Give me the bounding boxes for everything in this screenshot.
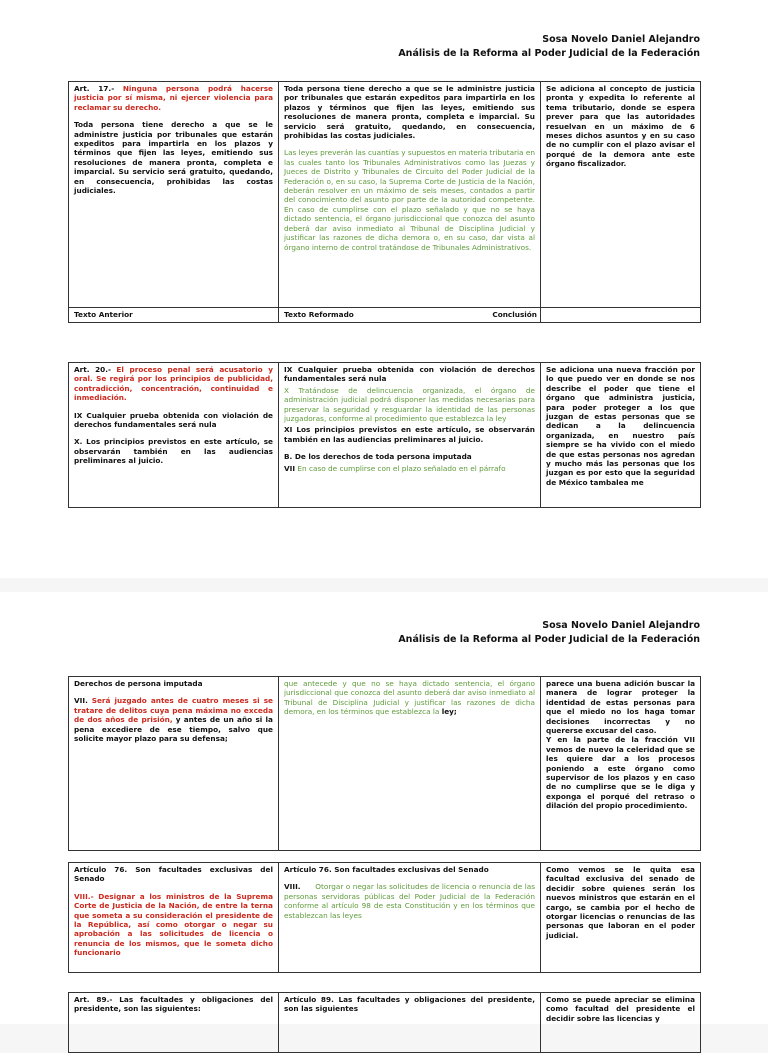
art76-conclusion-cell: Como vemos se le quita esa facultad exclusiva del senado de decidir sobre quienes serán los nuevos ministros que estarán en el cargo, se cambia por el hecho de otorgar licencias o renuncias de las personas que laboran en el poder judicial.	[541, 863, 701, 973]
art17-reformado-green: Las leyes preverán las cuantías y supuestos en materia tributaria en las cuales tanto los Tribunales Administrativos como las Juezas y Jueces de Distrito y Tribunales de Circuito del Poder Judicial de la Federación o, en su caso, la Suprema Corte de Justicia de la Nación, deberán resolver en un máximo de seis meses, contados a partir del conocimiento del asunto por parte de la autoridad competente. En caso de cumplirse con el plazo señalado y que no se haya dictado sentencia, el órgano jurisdiccional que conozca del asunto deberá dar aviso inmediato al Tribunal de Disciplina Judicial y justificar las razones de dicha demora o, en su caso, dar vista al órgano interno de control tratándose de Tribunales Administrativos.	[284, 148, 535, 252]
art17-label: Art. 17.-	[74, 84, 115, 93]
page-header	[398, 33, 700, 61]
art76-anterior-cell	[69, 863, 279, 973]
art20-reformado-vii-num: VII	[284, 463, 296, 473]
art17-anterior-red: Ninguna persona podrá hacerse justicia por sí misma, ni ejercer violencia para reclamar su derecho.	[74, 84, 273, 112]
art20-anterior-ix: IX Cualquier prueba obtenida con violación de derechos fundamentales será nula	[74, 410, 273, 430]
art20-conclusion-cell: Se adiciona una nueva fracción por lo que puedo ver en donde se nos describe el poder que tiene el órgano que administra justicia, para poder proteger a los que juzgan de estas personas que se dedican a la delincuencia organizada, en nuestro país siempre se ha vivido con el miedo de que estas personas nos agredan y mucho más las personas que los juzgan es por esto que la seguridad de México tambalea me	[541, 363, 701, 508]
art17-anterior-cell	[69, 82, 279, 308]
art17-anterior-body: Toda persona tiene derecho a que se le administre justicia por tribunales que estarán expeditos para impartirla en los plazos y términos que fijen las leyes, emitiendo sus resoluciones de manera pronta, completa e imparcial. Su servicio será gratuito, quedando, en consecuencia, prohibidas las costas judiciales.	[74, 120, 273, 196]
author-name: Sosa Novelo Daniel Alejandro	[542, 620, 700, 631]
imputada-reformado-cell	[279, 677, 541, 851]
footer-conclusion: Conclusión	[492, 310, 537, 319]
art20-anterior-cell	[69, 363, 279, 508]
art89-anterior-cell: Art. 89.- Las facultades y obligaciones del presidente, son las siguientes:	[69, 993, 279, 1053]
imputada-conclusion-1: parece una buena adición buscar la manera de lograr proteger la identidad de estas personas para que el miedo no los haga tomar decisiones incorrectas y no quererse excusar del caso.	[546, 679, 695, 736]
page-header	[398, 619, 700, 647]
document-title: Análisis de la Reforma al Poder Judicial de la Federación	[398, 634, 700, 645]
art20-reformado-cell	[279, 363, 541, 508]
footer-anterior: Texto Anterior	[69, 308, 279, 323]
art20-table	[68, 362, 701, 508]
art20-reformado-b: B. De los derechos de toda persona imputada	[284, 452, 472, 462]
imputada-reformado-tail: ley;	[441, 707, 457, 717]
document-title: Análisis de la Reforma al Poder Judicial de la Federación	[398, 48, 700, 59]
document-page-2	[0, 592, 768, 1024]
art20-reformado-xi: XI Los principios previstos en este artículo, se observarán también en las audiencias preliminares al juicio.	[284, 425, 535, 444]
art20-reformado-ix: IX Cualquier prueba obtenida con violación de derechos fundamentales será nula	[284, 365, 535, 384]
imputada-conclusion-2: Y en la parte de la fracción VII vemos de nuevo la celeridad que se les quiere dar a los procesos poniendo a este órgano como supervisor de los plazos y en caso de no cumplirse que se le diga y exponga el porqué del retraso o dilación del propio procedimiento.	[546, 735, 695, 811]
art17-reformado-cell	[279, 82, 541, 308]
art76-reformado-num: VIII.	[284, 882, 301, 892]
footer-reformado-label: Texto Reformado	[284, 310, 354, 319]
footer-reformado	[279, 308, 541, 323]
art76-reformado-title: Artículo 76. Son facultades exclusivas del Senado	[284, 865, 489, 874]
imputada-vii: VII.	[74, 696, 88, 706]
art89-reformado-cell: Artículo 89. Las facultades y obligaciones del presidente, son las siguientes	[279, 993, 541, 1053]
art76-table	[68, 862, 701, 973]
art20-anterior-x: X. Los principios previstos en este artículo, se observarán también en las audiencias preliminares al juicio.	[74, 437, 273, 466]
art17-reformado-body: Toda persona tiene derecho a que se le administre justicia por tribunales que estarán expeditos para impartirla en los plazos y términos que fijen las leyes, emitiendo sus resoluciones de manera pronta, completa e imparcial. Su servicio será gratuito, quedando, en consecuencia, prohibidas las costas judiciales.	[284, 84, 535, 141]
art20-reformado-x: X Tratándose de delincuencia organizada, el órgano de administración judicial podrá disponer las medidas necesarias para preservar la seguridad y resguardar la identidad de las personas juzgadoras, conforme al procedimiento que establezca la ley	[284, 385, 535, 424]
art17-conclusion-cell: Se adiciona al concepto de justicia pronta y expedita lo referente al tema tributario, donde se espera prever para que las autoridades resuelvan en un máximo de 6 meses dichos asuntos y en su caso de no cumplir con el plazo avisar el porqué de la demora ante este órgano fiscalizador.	[541, 82, 701, 308]
art17-table	[68, 81, 701, 323]
art20-anterior-red: El proceso penal será acusatorio y oral. Se regirá por los principios de publicidad, contradicción, concentración, continuidad e inmediación.	[74, 365, 273, 403]
art89-conclusion-cell: Como se puede apreciar se elimina como facultad del presidente el decidir sobre las licencias y	[541, 993, 701, 1053]
art76-reformado-cell	[279, 863, 541, 973]
art76-reformado-green: Otorgar o negar las solicitudes de licencia o renuncia de las personas servidoras públicas del Poder Judicial de la Federación conforme al artículo 98 de esta Constitución y en los términos que establezcan las leyes	[284, 882, 535, 920]
art20-label: Art. 20.-	[74, 365, 112, 374]
imputada-reformado-green: que antecede y que no se haya dictado sentencia, el órgano jurisdiccional que conozca del asunto deberá dar aviso inmediato al Tribunal de Disciplina Judicial y justificar las razones de dicha demora, en los términos que establezca la	[284, 679, 535, 717]
imputada-conclusion-cell	[541, 677, 701, 851]
author-name: Sosa Novelo Daniel Alejandro	[542, 34, 700, 45]
imputada-anterior-body: y antes de un año si la pena excediere de ese tiempo, salvo que solicite mayor plazo para su defensa;	[74, 715, 273, 744]
imputada-anterior-red: Será juzgado antes de cuatro meses si se tratare de delitos cuya pena máxima no exceda de dos años de prisión,	[74, 696, 273, 725]
imputada-anterior-title: Derechos de persona imputada	[74, 679, 203, 688]
imputada-anterior-cell	[69, 677, 279, 851]
art20-reformado-vii: En caso de cumplirse con el plazo señalado en el párrafo	[297, 463, 506, 473]
footer-empty	[541, 308, 701, 323]
imputada-table	[68, 676, 701, 851]
art76-anterior-red: VIII.- Designar a los ministros de la Suprema Corte de Justicia de la Nación, de entre la terna que someta a su consideración el presidente de la República, así como otorgar o negar su aprobación a las solicitudes de licencia o renuncia de los mismos, que le someta dicho funcionario	[74, 891, 273, 958]
art89-table	[68, 992, 701, 1053]
art76-anterior-title: Artículo 76. Son facultades exclusivas del Senado	[74, 865, 273, 884]
